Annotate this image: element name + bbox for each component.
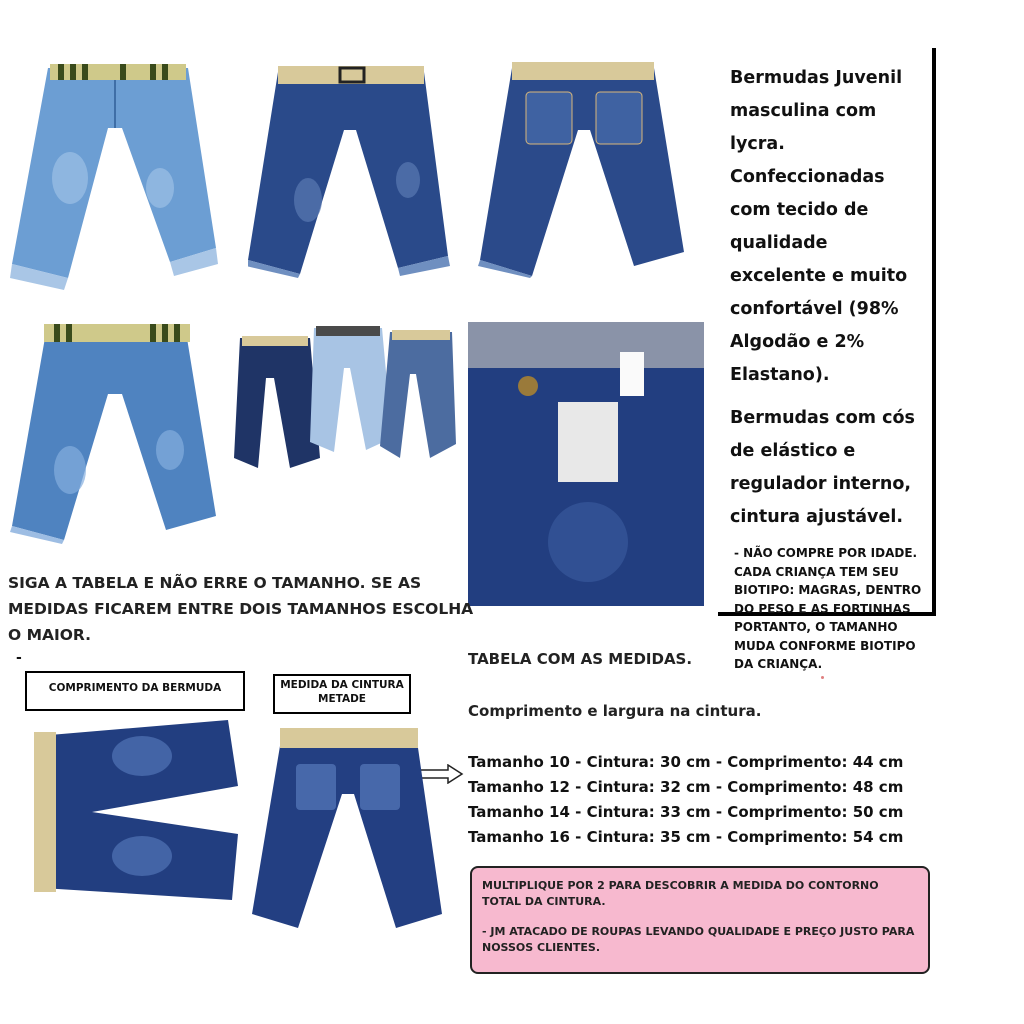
size-row: Tamanho 10 - Cintura: 30 cm - Comprimento: 44 cm [468, 753, 904, 771]
description-paragraph-2: Bermudas com cós de elástico e regulador interno, cintura ajustável. [730, 408, 915, 527]
photo-dark-denim-shorts-front [248, 60, 453, 278]
size-instructions: SIGA A TABELA E NÃO ERRE O TAMANHO. SE AS MEDIDAS FICAREM ENTRE DOIS TAMANHOS ESCOLHA O MAIOR. [8, 574, 474, 644]
description-note: - NÃO COMPRE POR IDADE. CADA CRIANÇA TEM SEU BIOTIPO: MAGRAS, DENTRO DO PESO E AS FORTINHAS PORTANTO, O TAMANHO MUDA CONFORME BIOTIPO DA CRIANÇA. [734, 546, 922, 671]
photo-light-denim-shorts-front-2 [10, 320, 220, 544]
photo-shorts-waist-measure [252, 724, 444, 930]
photo-dark-denim-shorts-back [478, 56, 688, 278]
notice-box [470, 866, 930, 974]
dash-mark: - [16, 650, 22, 666]
notice-store: - JM ATACADO DE ROUPAS LEVANDO QUALIDADE E PREÇO JUSTO PARA NOSSOS CLIENTES. [482, 925, 915, 954]
description-paragraph-1: Bermudas Juvenil masculina com lycra. Confeccionadas com tecido de qualidade excelente e muito confortável (98% Algodão e 2% Elastano). [730, 68, 908, 385]
size-table-title: TABELA COM AS MEDIDAS. [468, 650, 693, 668]
product-description-box [718, 48, 936, 671]
size-table-subtitle: Comprimento e largura na cintura. [468, 702, 762, 720]
label-length: COMPRIMENTO DA BERMUDA [25, 671, 245, 711]
photo-three-shorts-group [230, 318, 456, 478]
size-row: Tamanho 12 - Cintura: 32 cm - Comprimento: 48 cm [468, 778, 904, 796]
photo-shorts-length-measure [32, 716, 242, 906]
notice-multiply: MULTIPLIQUE POR 2 PARA DESCOBRIR A MEDIDA DO CONTORNO TOTAL DA CINTURA. [482, 879, 879, 908]
photo-waistband-closeup [468, 322, 704, 606]
size-row: Tamanho 14 - Cintura: 33 cm - Comprimento: 50 cm [468, 803, 904, 821]
size-row: Tamanho 16 - Cintura: 35 cm - Comprimento: 54 cm [468, 828, 904, 846]
label-waist: MEDIDA DA CINTURA METADE [273, 674, 411, 714]
decorative-dot [821, 676, 824, 679]
photo-light-denim-shorts-front [10, 58, 220, 290]
size-table-rows [468, 750, 903, 850]
